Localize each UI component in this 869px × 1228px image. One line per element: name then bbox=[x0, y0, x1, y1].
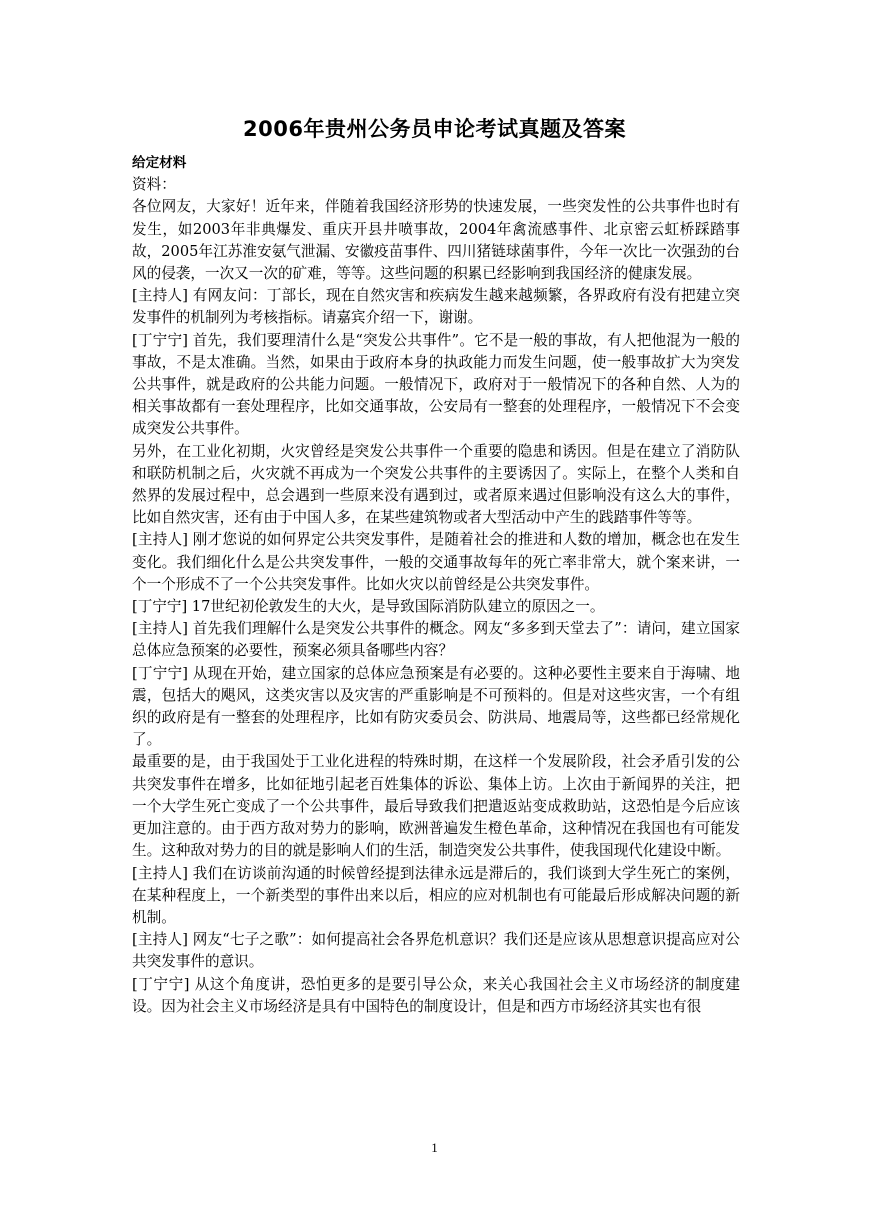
paragraph: [丁宁宁] 首先，我们要理清什么是“突发公共事件”。它不是一般的事故，有人把他混为一般的事故，不是太准确。当然，如果由于政府本身的执政能力而发生问题，使一般事故扩大为突发公共事件，就是政府的公共能力问题。一般情况下，政府对于一般情况下的各种自然、人为的相关事故都有一套处理程序，比如交通事故，公安局有一整套的处理程序，一般情况下不会变成突发公共事件。 bbox=[132, 331, 740, 438]
paragraph: 各位网友，大家好！近年来，伴随着我国经济形势的快速发展，一些突发性的公共事件也时有发生，如2003年非典爆发、重庆开县井喷事故，2004年禽流感事件、北京密云虹桥踩踏事故，2005年江苏淮安氨气泄漏、安徽疫苗事件、四川猪链球菌事件，今年一次比一次强劲的台风的侵袭，一次又一次的矿难，等等。这些问题的积累已经影响到我国经济的健康发展。 bbox=[132, 198, 740, 283]
paragraph: [主持人] 我们在访谈前沟通的时候曾经提到法律永远是滞后的，我们谈到大学生死亡的案例，在某种程度上，一个新类型的事件出来以后，相应的应对机制也有可能最后形成解决问题的新机制。 bbox=[132, 864, 740, 926]
paragraph: [丁宁宁] 17世纪初伦敦发生的大火，是导致国际消防队建立的原因之一。 bbox=[132, 598, 605, 616]
paragraph-label: 资料： bbox=[132, 176, 176, 194]
document-body bbox=[132, 152, 740, 1018]
paragraph: [主持人] 首先我们理解什么是突发公共事件的概念。网友“多多到天堂去了”：请问，建立国家总体应急预案的必要性，预案必须具备哪些内容？ bbox=[132, 620, 740, 660]
document-title: 2006年贵州公务员申论考试真题及答案 bbox=[243, 117, 626, 141]
paragraph: 最重要的是，由于我国处于工业化进程的特殊时期，在这样一个发展阶段，社会矛盾引发的公共突发事件在增多，比如征地引起老百姓集体的诉讼、集体上访。上次由于新闻界的关注，把一个大学生死亡变成了一个公共事件，最后导致我们把遣返站变成救助站，这恐怕是今后应该更加注意的。由于西方敌对势力的影响，欧洲普遍发生橙色革命，这种情况在我国也有可能发生。这种敌对势力的目的就是影响人们的生活，制造突发公共事件，使我国现代化建设中断。 bbox=[132, 753, 740, 860]
paragraph: [丁宁宁] 从现在开始，建立国家的总体应急预案是有必要的。这种必要性主要来自于海啸、地震，包括大的飓风，这类灾害以及灾害的严重影响是不可预料的。但是对这些灾害，一个有组织的政府是有一整套的处理程序，比如有防灾委员会、防洪局、地震局等，这些都已经常规化了。 bbox=[132, 664, 740, 749]
paragraph: [主持人] 刚才您说的如何界定公共突发事件，是随着社会的推进和人数的增加，概念也在发生变化。我们细化什么是公共突发事件，一般的交通事故每年的死亡率非常大，就个案来讲，一个一个形成不了一个公共突发事件。比如火灾以前曾经是公共突发事件。 bbox=[132, 531, 740, 593]
section-heading: 给定材料 bbox=[132, 155, 187, 171]
paragraph: [丁宁宁] 从这个角度讲，恐怕更多的是要引导公众，来关心我国社会主义市场经济的制度建设。因为社会主义市场经济是具有中国特色的制度设计，但是和西方市场经济其实也有很 bbox=[132, 975, 740, 1015]
page-number: 1 bbox=[431, 1140, 438, 1155]
paragraph: [主持人] 网友“七子之歌”：如何提高社会各界危机意识？我们还是应该从思想意识提高应对公共突发事件的意识。 bbox=[132, 931, 740, 971]
paragraph: 另外，在工业化初期，火灾曾经是突发公共事件一个重要的隐患和诱因。但是在建立了消防队和联防机制之后，火灾就不再成为一个突发公共事件的主要诱因了。实际上，在整个人类和自然界的发展过程中，总会遇到一些原来没有遇到过，或者原来遇过但影响没有这么大的事件，比如自然灾害，还有由于中国人多，在某些建筑物或者大型活动中产生的践踏事件等等。 bbox=[132, 442, 740, 527]
paragraph: [主持人] 有网友问：丁部长，现在自然灾害和疾病发生越来越频繁，各界政府有没有把建立突发事件的机制列为考核指标。请嘉宾介绍一下，谢谢。 bbox=[132, 287, 740, 327]
